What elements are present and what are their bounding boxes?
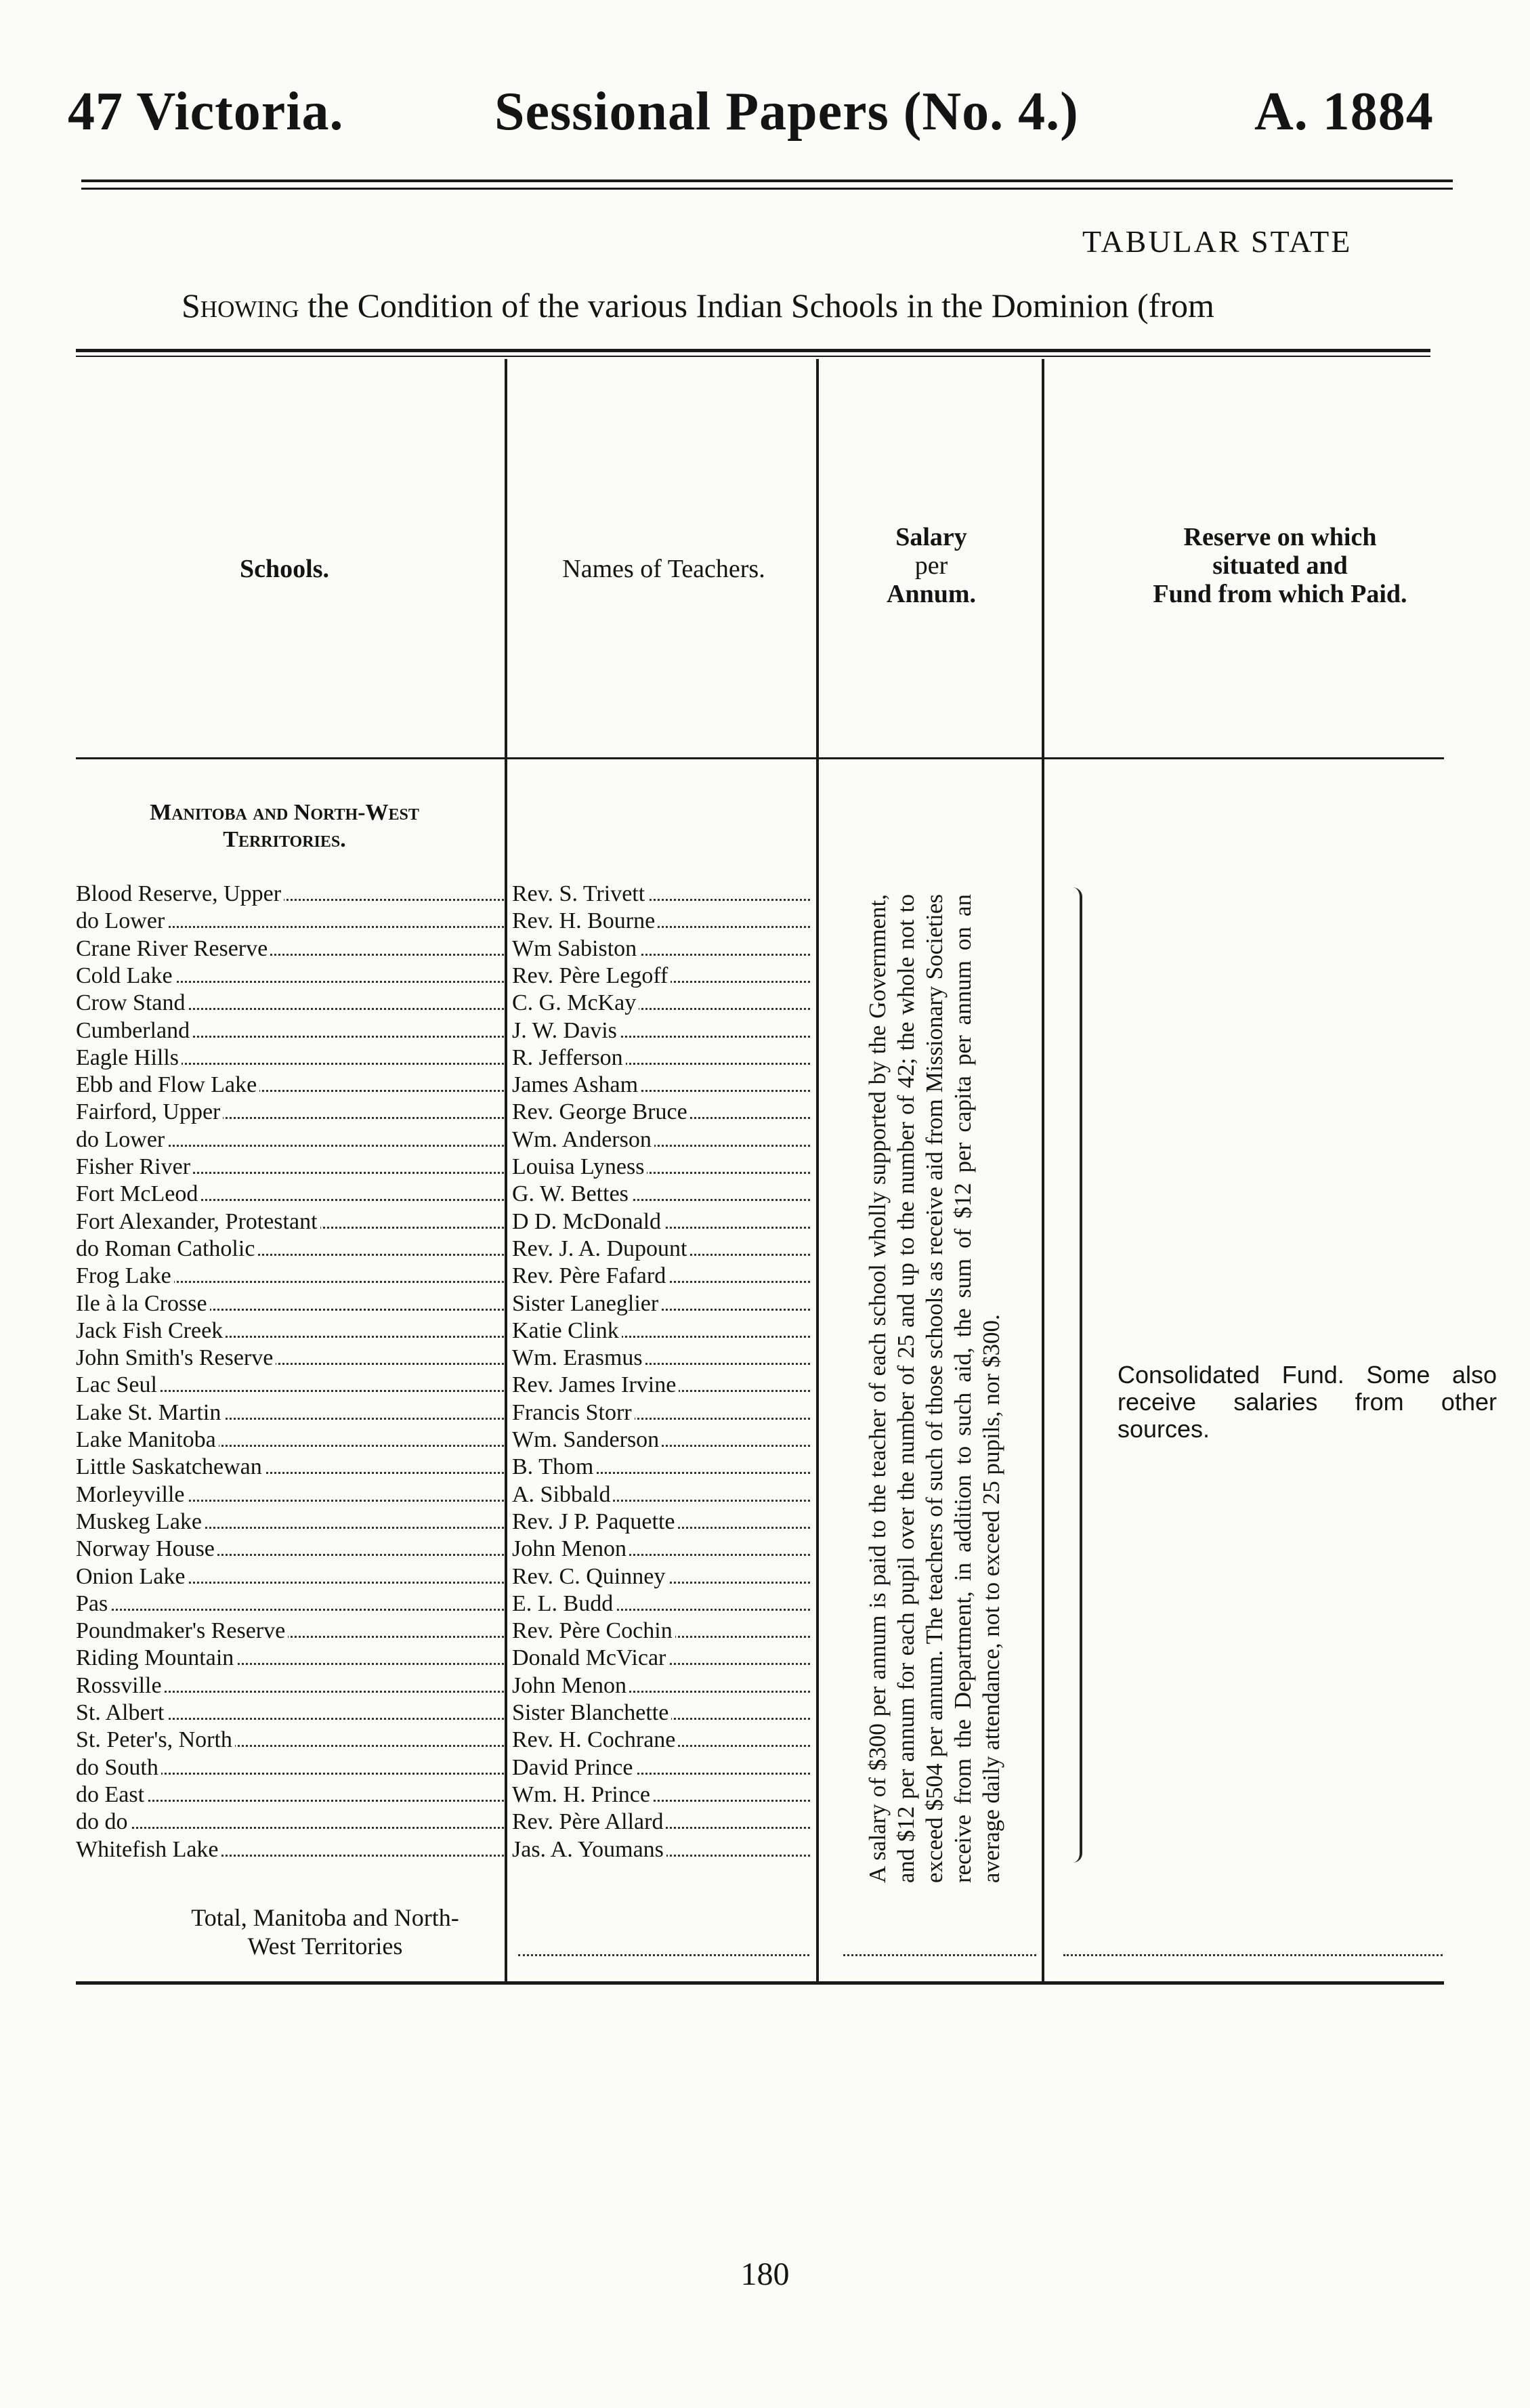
teacher-name-row — [512, 1099, 810, 1126]
school-name: Fort McLeod — [76, 1181, 200, 1206]
teacher-name: J. W. Davis — [512, 1018, 620, 1043]
section-heading-line-2: Territories. — [223, 827, 346, 852]
school-name: John Smith's Reserve — [76, 1345, 276, 1370]
school-name-row — [76, 1563, 504, 1590]
school-name-row — [76, 963, 504, 990]
school-name: Rossville — [76, 1673, 165, 1698]
fund-note: Consolidated Fund. Some also receive salaries from other sources. — [1118, 1361, 1497, 1443]
total-label — [135, 1903, 515, 1960]
teacher-name: G. W. Bettes — [512, 1181, 631, 1206]
school-name-row — [76, 1044, 504, 1072]
teacher-name-row — [512, 1645, 810, 1672]
teacher-name: Rev. S. Trivett — [512, 881, 647, 906]
teacher-name: Rev. J P. Paquette — [512, 1509, 678, 1534]
school-name-row — [76, 1727, 504, 1754]
school-name: do Lower — [76, 1127, 167, 1152]
school-name: Muskeg Lake — [76, 1509, 205, 1534]
school-name-row — [76, 1208, 504, 1235]
column-divider-1 — [505, 359, 507, 1985]
header-title: Sessional Papers (No. 4.) — [494, 82, 1079, 142]
subtitle-rest: the Condition of the various Indian Schools in the Dominion (from — [307, 287, 1214, 324]
school-name: Eagle Hills — [76, 1045, 182, 1070]
school-name-row — [76, 1754, 504, 1781]
school-name-row — [76, 1099, 504, 1126]
school-name-row — [76, 1836, 504, 1863]
school-name: Lac Seul — [76, 1372, 160, 1397]
school-name: Cumberland — [76, 1018, 192, 1043]
school-name: do East — [76, 1782, 147, 1807]
school-name: do do — [76, 1809, 131, 1834]
header-bottom-rule — [76, 757, 1444, 759]
teacher-name: Rev. Père Cochin — [512, 1618, 675, 1643]
teacher-name-row — [512, 1399, 810, 1427]
total-line-1: Total, Manitoba and North- — [191, 1904, 459, 1931]
school-name-row — [76, 908, 504, 935]
teacher-name: Rev. H. Bourne — [512, 908, 658, 933]
teacher-name: James Asham — [512, 1072, 641, 1097]
teacher-name-row — [512, 1290, 810, 1317]
teacher-name-row — [512, 1427, 810, 1454]
school-name-row — [76, 1372, 504, 1399]
school-name: St. Peter's, North — [76, 1727, 235, 1752]
school-name-row — [76, 1399, 504, 1427]
school-name: do Lower — [76, 908, 167, 933]
teacher-name-row — [512, 1208, 810, 1235]
school-name: Crane River Reserve — [76, 936, 270, 961]
teacher-name: B. Thom — [512, 1454, 596, 1479]
school-name: Whitefish Lake — [76, 1837, 221, 1862]
teacher-name: Louisa Lyness — [512, 1154, 647, 1179]
school-name-row — [76, 1781, 504, 1809]
teacher-name: R. Jefferson — [512, 1045, 626, 1070]
teacher-name: Wm Sabiston — [512, 936, 639, 961]
teacher-name: Wm. Anderson — [512, 1127, 654, 1152]
teacher-name-row — [512, 1727, 810, 1754]
school-name: Little Saskatchewan — [76, 1454, 265, 1479]
teacher-name: Wm. H. Prince — [512, 1782, 653, 1807]
school-name-row — [76, 1699, 504, 1727]
column-divider-2 — [816, 359, 819, 1985]
table-heading: TABULAR STATE — [1082, 224, 1353, 259]
teacher-name-row — [512, 1809, 810, 1836]
school-name-row — [76, 1154, 504, 1181]
teacher-name-row — [512, 1126, 810, 1154]
column-header-reserve — [1046, 523, 1514, 608]
school-name-row — [76, 1809, 504, 1836]
teacher-name: John Menon — [512, 1536, 629, 1561]
teacher-name: Rev. H. Cochrane — [512, 1727, 678, 1752]
teacher-name: Rev. Père Fafard — [512, 1263, 668, 1288]
teacher-name-row — [512, 1781, 810, 1809]
teacher-name-row — [512, 1235, 810, 1263]
teacher-name-row — [512, 1372, 810, 1399]
school-name: Cold Lake — [76, 963, 175, 988]
school-name-row — [76, 1290, 504, 1317]
table-top-rule-thin — [76, 356, 1430, 357]
teacher-name-row — [512, 1481, 810, 1508]
leader-dots — [76, 1609, 504, 1611]
teacher-name: Rev. J. A. Dupount — [512, 1236, 689, 1261]
column-divider-3 — [1042, 359, 1044, 1985]
section-heading-line-1: Manitoba and North-West — [150, 800, 419, 825]
teacher-name: Rev. George Bruce — [512, 1099, 690, 1124]
teacher-name: David Prince — [512, 1755, 635, 1780]
teacher-name: E. L. Budd — [512, 1591, 616, 1616]
page-number: 180 — [740, 2256, 790, 2292]
school-name-row — [76, 1235, 504, 1263]
teacher-name-row — [512, 1563, 810, 1590]
teacher-name-row — [512, 1508, 810, 1536]
teacher-name-row — [512, 1181, 810, 1208]
school-name-row — [76, 1072, 504, 1099]
teacher-name-row — [512, 1454, 810, 1481]
teacher-name: John Menon — [512, 1673, 629, 1698]
school-name: Crow Stand — [76, 990, 188, 1015]
teacher-name-row — [512, 1154, 810, 1181]
teacher-name: Katie Clink — [512, 1318, 622, 1343]
salary-header-line-2: per — [914, 551, 948, 580]
total-teachers-dots — [518, 1954, 809, 1956]
table-subtitle — [182, 286, 1214, 325]
teacher-name: Rev. James Irvine — [512, 1372, 679, 1397]
teacher-name-row — [512, 1345, 810, 1372]
teacher-name: C. G. McKay — [512, 990, 639, 1015]
school-name-row — [76, 881, 504, 908]
reserve-header-line-1: Reserve on which — [1183, 523, 1377, 551]
school-name: Fisher River — [76, 1154, 193, 1179]
header-year: A. 1884 — [1254, 82, 1434, 142]
school-name-row — [76, 1508, 504, 1536]
teacher-name: Francis Storr — [512, 1400, 635, 1425]
school-name-row — [76, 1317, 504, 1345]
school-name: Morleyville — [76, 1482, 188, 1507]
school-name-row — [76, 1536, 504, 1563]
school-name: Onion Lake — [76, 1564, 188, 1589]
teacher-name: Rev. Père Legoff — [512, 963, 671, 988]
teacher-name-row — [512, 1017, 810, 1044]
teacher-name-row — [512, 1836, 810, 1863]
school-name: Fort Alexander, Protestant — [76, 1209, 320, 1234]
teacher-name-row — [512, 1672, 810, 1699]
school-name-row — [76, 935, 504, 963]
column-header-salary — [826, 523, 1036, 608]
column-header-schools: Schools. — [240, 555, 329, 583]
teacher-name: Wm. Erasmus — [512, 1345, 645, 1370]
school-name-row — [76, 1672, 504, 1699]
school-name-row — [76, 990, 504, 1017]
school-name: Poundmaker's Reserve — [76, 1618, 288, 1643]
school-name-row — [76, 1645, 504, 1672]
teacher-name: Jas. A. Youmans — [512, 1837, 666, 1862]
school-name: St. Albert — [76, 1700, 167, 1725]
school-name: Lake Manitoba — [76, 1427, 219, 1452]
teacher-name-row — [512, 1754, 810, 1781]
school-name-row — [76, 1454, 504, 1481]
teacher-name-row — [512, 1536, 810, 1563]
teacher-name-row — [512, 881, 810, 908]
section-heading — [68, 799, 501, 853]
teacher-name-row — [512, 990, 810, 1017]
teacher-name: D D. McDonald — [512, 1209, 664, 1234]
school-name-row — [76, 1427, 504, 1454]
school-name: do Roman Catholic — [76, 1236, 257, 1261]
table-top-rule — [76, 349, 1430, 352]
header-rule-top — [81, 179, 1453, 182]
school-name: Lake St. Martin — [76, 1400, 224, 1425]
teacher-name-row — [512, 1044, 810, 1072]
reserve-header-line-3: Fund from which Paid. — [1153, 580, 1407, 608]
teacher-name-row — [512, 1263, 810, 1290]
header-rule-bottom — [81, 188, 1453, 190]
salary-header-line-1: Salary — [895, 523, 967, 551]
school-name-row — [76, 1017, 504, 1044]
teacher-name: Rev. C. Quinney — [512, 1564, 668, 1589]
reserve-header-line-2: situated and — [1212, 551, 1348, 580]
school-name: Ebb and Flow Lake — [76, 1072, 259, 1097]
teacher-name: Rev. Père Allard — [512, 1809, 666, 1834]
leader-dots — [76, 1827, 504, 1829]
teacher-name-row — [512, 1699, 810, 1727]
salary-note — [830, 887, 1040, 1890]
header-volume: 47 Victoria. — [68, 82, 344, 142]
teacher-name-row — [512, 1618, 810, 1645]
school-name: Riding Mountain — [76, 1645, 236, 1670]
school-name-row — [76, 1481, 504, 1508]
school-name-row — [76, 1181, 504, 1208]
school-name: Fairford, Upper — [76, 1099, 223, 1124]
teacher-name: Sister Laneglier — [512, 1291, 661, 1316]
teacher-name-row — [512, 963, 810, 990]
teacher-name-row — [512, 935, 810, 963]
school-name: Ile à la Crosse — [76, 1291, 210, 1316]
teacher-name-row — [512, 1317, 810, 1345]
total-line-2: West Territories — [247, 1932, 403, 1960]
school-name: Norway House — [76, 1536, 217, 1561]
total-salary-dots — [843, 1954, 1036, 1956]
school-name-row — [76, 1618, 504, 1645]
salary-note-text: A salary of $300 per annum is paid to the teacher of each school wholly supported by the Government, and $12 per annum for each pupil over the number of 25 and up to the number of 42; the whole not to exceed $504 per annum. The teachers of such of those schools as receive aid from Missionary Societies receive from the Department, in addition to such aid, the sum of $12 per capita per annum on an average daily attendance, not to exceed 25 pupils, nor $300. — [864, 894, 1004, 1883]
column-header-teachers: Names of Teachers. — [562, 555, 765, 583]
school-name-row — [76, 1345, 504, 1372]
school-name: Pas — [76, 1591, 110, 1616]
school-name: Jack Fish Creek — [76, 1318, 226, 1343]
table-bottom-rule — [76, 1981, 1444, 1985]
reserve-brace — [1063, 887, 1082, 1863]
school-name: Blood Reserve, Upper — [76, 881, 284, 906]
school-name: Frog Lake — [76, 1263, 174, 1288]
teacher-name: Donald McVicar — [512, 1645, 668, 1670]
school-name-row — [76, 1126, 504, 1154]
school-name: do South — [76, 1755, 161, 1780]
total-reserve-dots — [1063, 1954, 1443, 1956]
teacher-name-row — [512, 1590, 810, 1618]
school-name-row — [76, 1590, 504, 1618]
teacher-name-row — [512, 908, 810, 935]
teacher-name-row — [512, 1072, 810, 1099]
teacher-name: Sister Blanchette — [512, 1700, 671, 1725]
salary-header-line-3: Annum. — [887, 580, 976, 608]
subtitle-lead: Showing — [182, 287, 299, 324]
teacher-name: Wm. Sanderson — [512, 1427, 662, 1452]
school-name-row — [76, 1263, 504, 1290]
teacher-name: A. Sibbald — [512, 1482, 613, 1507]
